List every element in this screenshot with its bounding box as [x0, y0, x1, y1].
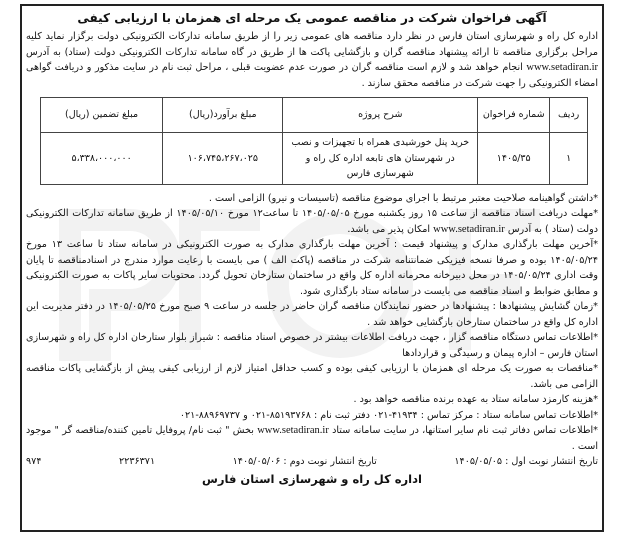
- item-registration-offices-text: *اطلاعات تماس دفاتر ثبت نام سایر استانها، در سایت سامانه ستاد: [332, 425, 598, 436]
- intro-text-2: انجام خواهد شد و لازم است مناقصه گران در صورت عدم عضویت قبلی ، مراحل ثبت نام در سایت مذکور و دریافت گواهی امضاء الکترونیکی را جهت شرکت در مناقصه محقق سازند .: [26, 62, 598, 89]
- item-submission-deadline: *آخرین مهلت بارگذاری مدارک و پیشنهاد قیمت : آخرین مهلت بارگذاری مدارک به صورت الکترونیکی در سامانه ستاد تا ساعت ۱۳ مورخ ۱۴۰۵/۰۵/۲۴ بوده و صرفا نسخه فیزیکی ضمانتنامه شرکت در مناقصه (پاکت الف ) می بایست با رعایت موارد مندرج در اسنادمناقصه تا پایان وقت اداری ۱۴۰۵/۰۵/۲۴ در محل دبیرخانه محرمانه اداره کل واقع در ساختمان ستارخان تحویل گردد. محتویات سایر پاکات به صورت الکترونیکی و مطابق ضوابط و اسناد مناقصه می بایست در سامانه ستاد بارگذاری شود.: [26, 239, 598, 297]
- col-header-estimate: مبلغ برآورد(ریال): [163, 98, 283, 133]
- item-document-deadline-url[interactable]: www.setadiran.ir: [433, 223, 505, 235]
- col-header-row: ردیف: [550, 98, 588, 133]
- publication-first: تاریخ انتشار نوبت اول : ۱۴۰۵/۰۵/۰۵: [454, 456, 598, 467]
- col-header-deposit: مبلغ تضمین (ریال): [41, 98, 163, 133]
- table-header-row: [41, 98, 588, 133]
- table-row: [41, 133, 588, 185]
- publication-code-1: ۲۲۳۶۳۷۱: [119, 456, 156, 467]
- cell-estimate: ۱۰۶،۷۴۵،۲۶۷،۰۲۵: [163, 133, 283, 185]
- item-document-deadline-after: امکان پذیر می باشد.: [347, 223, 431, 235]
- publication-code-2: ۹۷۴: [26, 456, 42, 467]
- footer-organization: اداره کل راه و شهرسازی استان فارس: [202, 471, 422, 486]
- col-header-number: شماره فراخوان: [478, 98, 550, 133]
- publication-dates: [26, 454, 598, 470]
- item-document-deadline: [26, 206, 598, 237]
- intro-url[interactable]: www.setadiran.ir: [526, 62, 598, 73]
- item-quality-assessment: *مناقصات به صورت یک مرحله ای همزمان با ارزیابی کیفی بوده و کسب حداقل امتیاز لازم از ارزیابی کیفی پیش از بازگشایی پاکات مناقصه الزامی می باشد.: [26, 363, 598, 390]
- intro-paragraph: [26, 29, 598, 91]
- item-fee: *هزینه کارمزد سامانه ستاد به عهده برنده مناقصه خواهد بود .: [353, 394, 598, 405]
- cell-row: ۱: [550, 133, 588, 185]
- cell-deposit: ۵،۳۳۸،۰۰۰،۰۰۰: [41, 133, 163, 185]
- item-opening-time: *زمان گشایش پیشنهادها : پیشنهادها در حضور نمایندگان مناقصه گران حاضر در جلسه در ساعت ۹ صبح مورخ ۱۴۰۵/۰۵/۲۵ در دفتر مدیریت این اداره کل واقع در ساختمان ستارخان بازگشایی خواهد شد .: [26, 301, 598, 328]
- notice-title: آگهی فراخوان شرکت در مناقصه عمومی یک مرحله ای همزمان با ارزیابی کیفی: [77, 11, 547, 25]
- publication-second: تاریخ انتشار نوبت دوم : ۱۴۰۵/۰۵/۰۶: [232, 456, 377, 467]
- col-header-description: شرح پروژه: [283, 98, 478, 133]
- item-qualification: *داشتن گواهینامه صلاحیت معتبر مرتبط با اجرای موضوع مناقصه (تاسیسات و نیرو) الزامی است .: [208, 192, 598, 204]
- notice-content: [26, 10, 598, 487]
- intro-text-1: اداره کل راه و شهرسازی استان فارس در نظر دارد مناقصه های عمومی زیر را از طریق سامانه تدارکات الکترونیکی دولت برگزار نماید کلیه مراحل برگزاری مناقصه تا ارائه پیشنهاد مناقصه گران و بازگشایی پاکت ها از طریق در گاه سامانه تدارکات الکترونیکی دولت (ستاد) به آدرس: [26, 31, 598, 58]
- cell-description: خرید پنل خورشیدی همراه با تجهیزات و نصب در شهرستان های تابعه اداره کل راه و شهرسازی فارس: [283, 133, 478, 185]
- item-setad-contact: *اطلاعات تماس سامانه ستاد : مرکز تماس : ۴۱۹۳۴-۰۲۱ دفتر ثبت نام : ۸۵۱۹۳۷۶۸-۰۲۱ و ۸۸۹۶۹۷۳۷-۰۲۱: [179, 409, 598, 421]
- cell-number: ۱۴۰۵/۳۵: [478, 133, 550, 185]
- tender-table: [40, 97, 588, 185]
- item-document-deadline-text: *مهلت دریافت اسناد مناقصه از ساعت ۱۵ روز یکشنبه مورخ ۱۴۰۵/۰۵/۰۵ تا ساعت۱۲ مورخ ۱۴۰۵/۰۵/۱۰ از طریق سامانه تدارکات الکترونیکی دولت (ستاد ) به آدرس: [26, 208, 599, 235]
- item-registration-offices: [26, 423, 598, 454]
- item-registration-offices-after: بخش " ثبت نام/ پروفایل تامین کننده/مناقصه گر " موجود است .: [26, 425, 598, 452]
- item-registration-offices-url[interactable]: www.setadiran.ir: [257, 425, 329, 436]
- item-contact-authority: *اطلاعات تماس دستگاه مناقصه گزار ، جهت دریافت اطلاعات بیشتر در خصوص اسناد مناقصه : شیراز بلوار ستارخان اداره کل راه و شهرسازی استان فارس – اداره پیمان و رسیدگی و قراردادها: [26, 332, 598, 359]
